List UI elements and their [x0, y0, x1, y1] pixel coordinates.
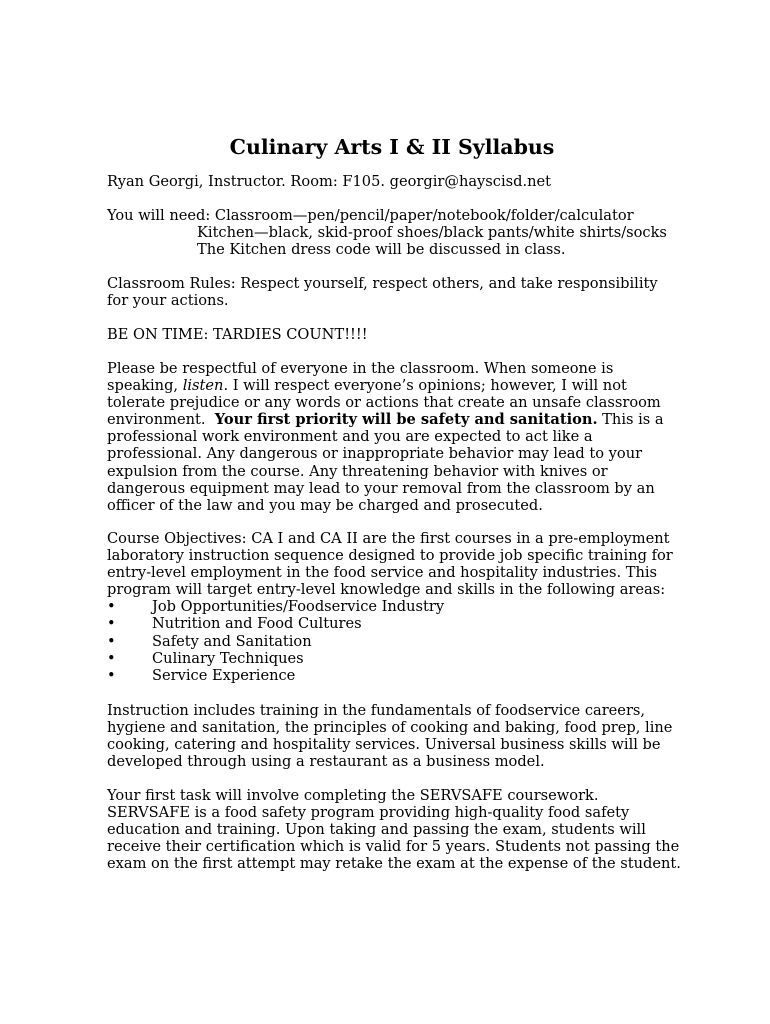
list-item-label: Safety and Sanitation — [152, 632, 312, 650]
rules-line-2: for your actions. — [107, 292, 229, 310]
instruction-line-2: hygiene and sanitation, the principles of cooking and baking, food prep, line — [107, 719, 673, 737]
instruction-line-3: cooking, catering and hospitality services. Universal business skills will be — [107, 736, 661, 754]
list-item — [107, 667, 687, 684]
objectives-line-4: program will target entry-level knowledge and skills in the following areas: — [107, 581, 666, 599]
instruction-line-4: developed through using a restaurant as a business model. — [107, 753, 545, 771]
supplies-classroom-line — [107, 207, 687, 224]
objectives-line-3: entry-level employment in the food service and hospitality industries. This — [107, 564, 658, 582]
respect-line-7: expulsion from the course. Any threatening behavior with knives or — [107, 462, 608, 480]
respect-line-4 — [107, 411, 687, 428]
document-title: Culinary Arts I & II Syllabus — [229, 135, 555, 159]
list-item — [107, 650, 687, 667]
respect-line-2 — [107, 377, 687, 394]
supplies-dress-code: The Kitchen dress code will be discussed in class. — [197, 241, 566, 259]
objectives-list — [107, 598, 687, 683]
listen-emphasis: listen — [182, 377, 224, 395]
respect-line-2c: . I will respect everyone’s opinions; however, I will not — [223, 377, 627, 395]
respect-paragraph — [107, 360, 687, 514]
bullet-glyph: • — [107, 649, 116, 667]
objectives-line-2: laboratory instruction sequence designed to provide job specific training for — [107, 547, 673, 565]
supplies-kitchen: Kitchen—black, skid-proof shoes/black pants/white shirts/socks — [197, 224, 667, 242]
bullet-glyph: • — [107, 615, 116, 633]
respect-line-4a: environment. — [107, 411, 215, 429]
instruction-paragraph — [107, 702, 687, 770]
list-item-label: Service Experience — [152, 666, 296, 684]
instructor-line: Ryan Georgi, Instructor. Room: F105. georgir@hayscisd.net — [107, 173, 552, 190]
list-item — [107, 598, 687, 615]
respect-line-3: tolerate prejudice or any words or actions that create an unsafe classroom — [107, 394, 661, 412]
servsafe-paragraph — [107, 787, 687, 872]
rules-line-1: Classroom Rules: Respect yourself, respect others, and take responsibility — [107, 275, 658, 292]
supplies-section — [107, 207, 687, 258]
respect-line-1: Please be respectful of everyone in the classroom. When someone is — [107, 360, 614, 377]
instruction-line-1: Instruction includes training in the fundamentals of foodservice careers, — [107, 702, 646, 719]
servsafe-line-1: Your first task will involve completing the SERVSAFE coursework. — [107, 787, 599, 804]
respect-line-9: officer of the law and you may be charged and prosecuted. — [107, 496, 543, 514]
instructor-info — [107, 173, 687, 190]
respect-line-5: professional work environment and you are expected to act like a — [107, 428, 593, 446]
on-time-line: BE ON TIME: TARDIES COUNT!!!! — [107, 326, 368, 343]
safety-priority-bold: Your first priority will be safety and sanitation. — [214, 411, 598, 429]
servsafe-line-3: education and training. Upon taking and passing the exam, students will — [107, 821, 646, 839]
objectives-line-1: Course Objectives: CA I and CA II are the first courses in a pre-employment — [107, 530, 670, 547]
servsafe-line-2: SERVSAFE is a food safety program providing high-quality food safety — [107, 804, 630, 822]
list-item-label: Job Opportunities/Foodservice Industry — [152, 598, 445, 616]
bullet-glyph: • — [107, 598, 116, 616]
list-item — [107, 633, 687, 650]
respect-line-6: professional. Any dangerous or inappropriate behavior may lead to your — [107, 445, 643, 463]
servsafe-line-4: receive their certification which is valid for 5 years. Students not passing the — [107, 838, 680, 856]
respect-line-2a: speaking, — [107, 377, 183, 395]
servsafe-line-5: exam on the first attempt may retake the exam at the expense of the student. — [107, 855, 681, 873]
supplies-classroom: Classroom—pen/pencil/paper/notebook/folder/calculator — [214, 207, 634, 224]
bullet-glyph: • — [107, 632, 116, 650]
respect-line-4c: This is a — [597, 411, 664, 429]
bullet-glyph: • — [107, 666, 116, 684]
list-item-label: Culinary Techniques — [152, 649, 304, 667]
respect-line-8: dangerous equipment may lead to your removal from the classroom by an — [107, 479, 655, 497]
classroom-rules — [107, 275, 687, 309]
list-item — [107, 615, 687, 632]
list-item-label: Nutrition and Food Cultures — [152, 615, 362, 633]
on-time-notice — [107, 326, 687, 343]
course-objectives — [107, 530, 687, 684]
supplies-label: You will need: — [107, 207, 215, 224]
